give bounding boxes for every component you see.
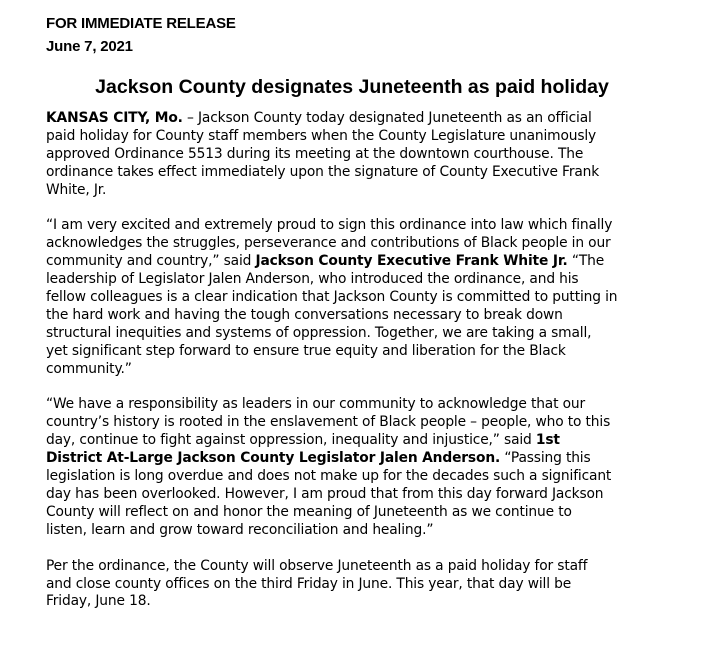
- text-line: acknowledges the struggles, perseverance and contributions of Black people in our: [46, 235, 611, 252]
- release-date: June 7, 2021: [46, 38, 133, 55]
- paragraph: [46, 558, 674, 612]
- text-line: White, Jr.: [46, 181, 107, 198]
- text-line: the hard work and having the tough conversations necessary to break down: [46, 306, 563, 323]
- text-line: leadership of Legislator Jalen Anderson, who introduced the ordinance, and his: [46, 271, 579, 288]
- text-line: District At-Large Jackson County Legislator Jalen Anderson. “Passing this: [46, 450, 591, 467]
- release-header: [46, 12, 236, 58]
- text-line: approved Ordinance 5513 during its meeting at the downtown courthouse. The: [46, 145, 584, 162]
- text-line: paid holiday for County staff members when the County Legislature unanimously: [46, 127, 597, 144]
- paragraph: [46, 217, 674, 378]
- speaker-name: Jackson County Executive Frank White Jr.: [255, 253, 568, 270]
- text-line: and close county offices on the third Friday in June. This year, that day will be: [46, 575, 572, 592]
- text-line: Friday, June 18.: [46, 593, 151, 610]
- paragraph: [46, 396, 674, 539]
- text-line: fellow colleagues is a clear indication that Jackson County is committed to putting in: [46, 289, 618, 306]
- text-line: County will reflect on and honor the meaning of Juneteenth as we continue to: [46, 503, 572, 520]
- release-label: FOR IMMEDIATE RELEASE: [46, 15, 236, 32]
- text-line: day has been overlooked. However, I am proud that from this day forward Jackson: [46, 486, 604, 502]
- text-line: country’s history is rooted in the enslavement of Black people – people, who to this: [46, 414, 611, 431]
- text-line: community.”: [46, 360, 132, 377]
- text-line: KANSAS CITY, Mo. – Jackson County today designated Juneteenth as an official: [46, 110, 592, 126]
- text-line: “I am very excited and extremely proud to sign this ordinance into law which finally: [46, 217, 613, 234]
- headline: Jackson County designates Juneteenth as paid holiday: [95, 76, 609, 98]
- speaker-name: District At-Large Jackson County Legislator Jalen Anderson.: [46, 450, 501, 467]
- text-line: structural inequities and systems of oppression. Together, we are taking a small,: [46, 324, 592, 341]
- text-line: yet significant step forward to ensure true equity and liberation for the Black: [46, 342, 566, 359]
- text-line: community and country,” said Jackson County Executive Frank White Jr. “The: [46, 253, 605, 270]
- dateline: KANSAS CITY, Mo.: [46, 110, 183, 126]
- text-line: listen, learn and grow toward reconciliation and healing.”: [46, 521, 434, 538]
- text-line: day, continue to fight against oppression, inequality and injustice,” said 1st: [46, 432, 560, 449]
- text-line: legislation is long overdue and does not make up for the decades such a significant: [46, 468, 612, 485]
- speaker-name: 1st: [535, 432, 560, 449]
- text-line: Per the ordinance, the County will observe Juneteenth as a paid holiday for staff: [46, 557, 588, 574]
- text-line: “We have a responsibility as leaders in our community to acknowledge that our: [46, 396, 586, 413]
- article-body: [46, 110, 674, 629]
- paragraph: [46, 110, 674, 200]
- text-line: ordinance takes effect immediately upon the signature of County Executive Frank: [46, 163, 600, 180]
